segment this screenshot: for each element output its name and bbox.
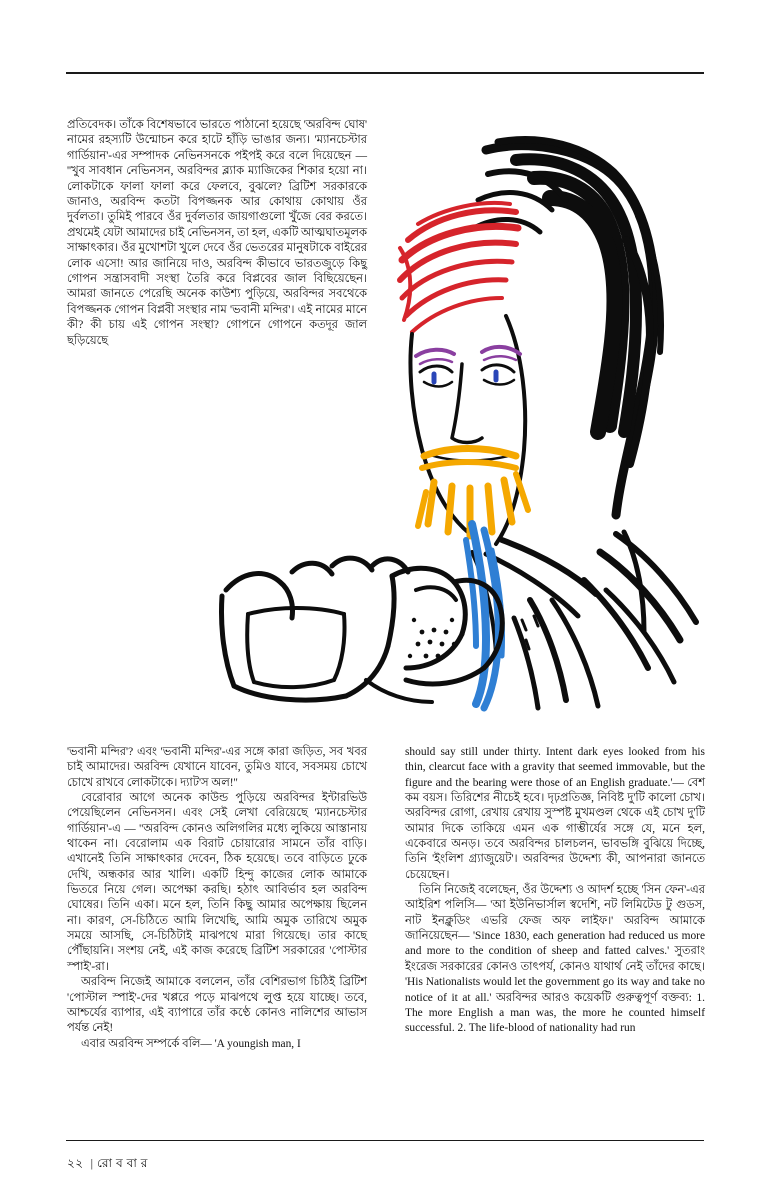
left-column <box>67 745 367 1052</box>
right-paragraph-1: should say still under thirty. Intent dark eyes looked from his thin, clearcut face with a gravity that seemed immovable, but the figure and the bearing were those of an English graduate.'— বেশ কম বয়স। তিরিশের নীচেই হবে। দৃঢ়প্রতিজ্ঞ, নিবিষ্ট দু'টি কালো চোখ। অরবিন্দর রোগা, রেখায় রেখায় সুস্পষ্ট মুখমণ্ডল থেকে এই চোখ দু'টি আমার দিকে তাকিয়ে এমন এক গাম্ভীর্যের সঙ্গে যে, মনে হল, একেবারে অনড়। তবে অরবিন্দর চালচলন, ভাবভঙ্গি বুঝিয়ে দিচ্ছে, তিনি 'ইংলিশ গ্র্যাজুয়েট'। অরবিন্দর উদ্দেশ্য কী, আপনারা জানতে চেয়েছেন। <box>405 746 705 881</box>
right-column <box>405 745 705 1037</box>
two-column-text <box>67 745 705 1120</box>
masthead-label: | রো ব বা র <box>90 1156 148 1170</box>
right-paragraph-2: তিনি নিজেই বলেছেন, ওঁর উদ্দেশ্য ও আদর্শ হচ্ছে 'সিন ফেন'-এর আইরিশ পলিসি— 'আ ইউনিভার্সাল স্বদেশি, নট লিমিটেড টু গুডস, নাট ইনক্লুডিং এভরি ফেজ অফ লাইফ।' অরবিন্দ আমাকে জানিয়েছেন— 'Since 1830, each generation had reduced us more and more to the condition of sheep and fatted calves.' সুতরাং ইংরেজ সরকারের কোনও তাৎপর্য, কোনও যাথার্থ নেই তাঁদের কাছে। 'His Nationalists would let the government go its way and take no notice of it at all.' অরবিন্দর আরও কয়েকটি গুরুত্বপূর্ণ বক্তব্য: 1. The more English a man was, the more he counted himself successful. 2. The life-blood of nationality had run <box>405 884 705 1035</box>
bottom-rule <box>66 1140 704 1141</box>
top-paragraph-1: প্রতিবেদক। তাঁকে বিশেষভাবে ভারতে পাঠানো হয়েছে 'অরবিন্দ ঘোষ' নামের রহস্যটি উন্মোচন করে হাটে হাঁড়ি ভাঙার জন্য। 'ম্যানচেস্টার গার্ডিয়ান'-এর সম্পাদক নেভিনসনকে পইপই করে বলে দিয়েছেন — ''খুব সাবধান নেভিনসন, অরবিন্দর ব্ল্যাক ম্যাজিকের শিকার হয়ো না। লোকটাকে ফালা ফালা করে ফেলবে, বুঝলে? ব্রিটিশ সরকারকে জানাও, অরবিন্দ কতটা বিপজ্জনক আর কোথায় কোথায় ওঁর দুর্বলতা। তুমিই পারবে ওঁর দুর্বলতার জায়গাগুলো খুঁজে বের করতে। প্রথমেই যেটা আমাদের চাই নেভিনসন, তা হল, একটি আত্মঘাতমূলক সাক্ষাৎকার। ওঁর মুখোশটা খুলে দেবে ওঁর ভেতরের মানুষটাকে বাইরের লোক এসো! আর জানিয়ে দাও, অরবিন্দ কীভাবে ভারতজুড়ে কিছু গোপন সন্ত্রাসবাদী সংস্থা তৈরি করে বিপ্লবের জাল বিছিয়েছেন। আমরা জানতে পেরেছি অনেক কাউশ্য পুড়িয়ে, অরবিন্দর সবথেকে বিপজ্জনক গোপন বিপ্লবী সংস্থার নাম 'ভবানী মন্দির'। এই নামের মানে কী? কী চায় এই গোপন সংস্থা? গোপনে গোপনে কতদূর জাল ছড়িয়েছে <box>67 119 367 347</box>
portrait-illustration <box>186 120 704 715</box>
left-paragraph-4: এবার অরবিন্দ সম্পর্কে বলি— 'A youngish man, I <box>81 1037 301 1050</box>
left-paragraph-3: অরবিন্দ নিজেই আমাকে বললেন, তাঁর বেশিরভাগ চিঠিই ব্রিটিশ 'পোস্টাল স্পাই'-দের খপ্পরে পড়ে মাঝপথে লুপ্ত হয়ে যাচ্ছে। তবে, আশ্চর্যের ব্যাপার, এই ব্যাপারে তাঁর কণ্ঠে কোনও নালিশের আভাস পর্যন্ত নেই! <box>67 976 367 1035</box>
top-rule <box>66 72 704 74</box>
page-footer <box>67 1155 148 1175</box>
left-paragraph-2: বেরোবার আগে অনেক কাউন্ড পুড়িয়ে অরবিন্দর ইন্টারভিউ পেয়েছিলেন নেভিনসন। এবং সেই লেখা বেরিয়েছে 'ম্যানচেস্টার গার্ডিয়ান'-এ — ''অরবিন্দ কোনও অলিগলির মধ্যে লুকিয়ে আস্তানায় থাকেন না। বেরোলাম এক বিরাট চোয়ারাের সামনে তাঁর বাড়ি। এখানেই তিনি সাক্ষাৎকার দেবেন, ঠিক হয়েছে। তবে বাড়িতে ঢুকে দেখি, অন্ধকার আর খালি। একটি হিন্দু কাজের লোক আমাকে ভিতরে নিয়ে গেল। অপেক্ষা করছি। হঠাৎ আবির্ভাব হল অরবিন্দ ঘোষের। তিনি একা। মনে হল, তিনি কিছু আমার অপেক্ষায় ছিলেন না। কারণ, সে-চিঠিতে আমি লিখেছি, আমি অমুক তারিখে অমুক সময়ে আসছি, সে-চিঠিটাই মাঝপথে মারা গিয়েছে। তার কাছে পৌঁছায়নি। সংশয় নেই, এই কাজ করেছে ব্রিটিশ সরকারের 'পোস্টার স্পাই'-রা। <box>67 792 367 973</box>
page-number: ২২ <box>67 1156 84 1170</box>
left-paragraph-1: 'ভবানী মন্দির'? এবং 'ভবানী মন্দির'-এর সঙ্গে কারা জড়িত, সব খবর চাই আমাদের। অরবিন্দ যেখানে যাবেন, তুমিও যাবে, সবসময় চোখে চোখে রাখবে লোকটাকে। দ্যাট'স অল!'' <box>67 746 367 789</box>
